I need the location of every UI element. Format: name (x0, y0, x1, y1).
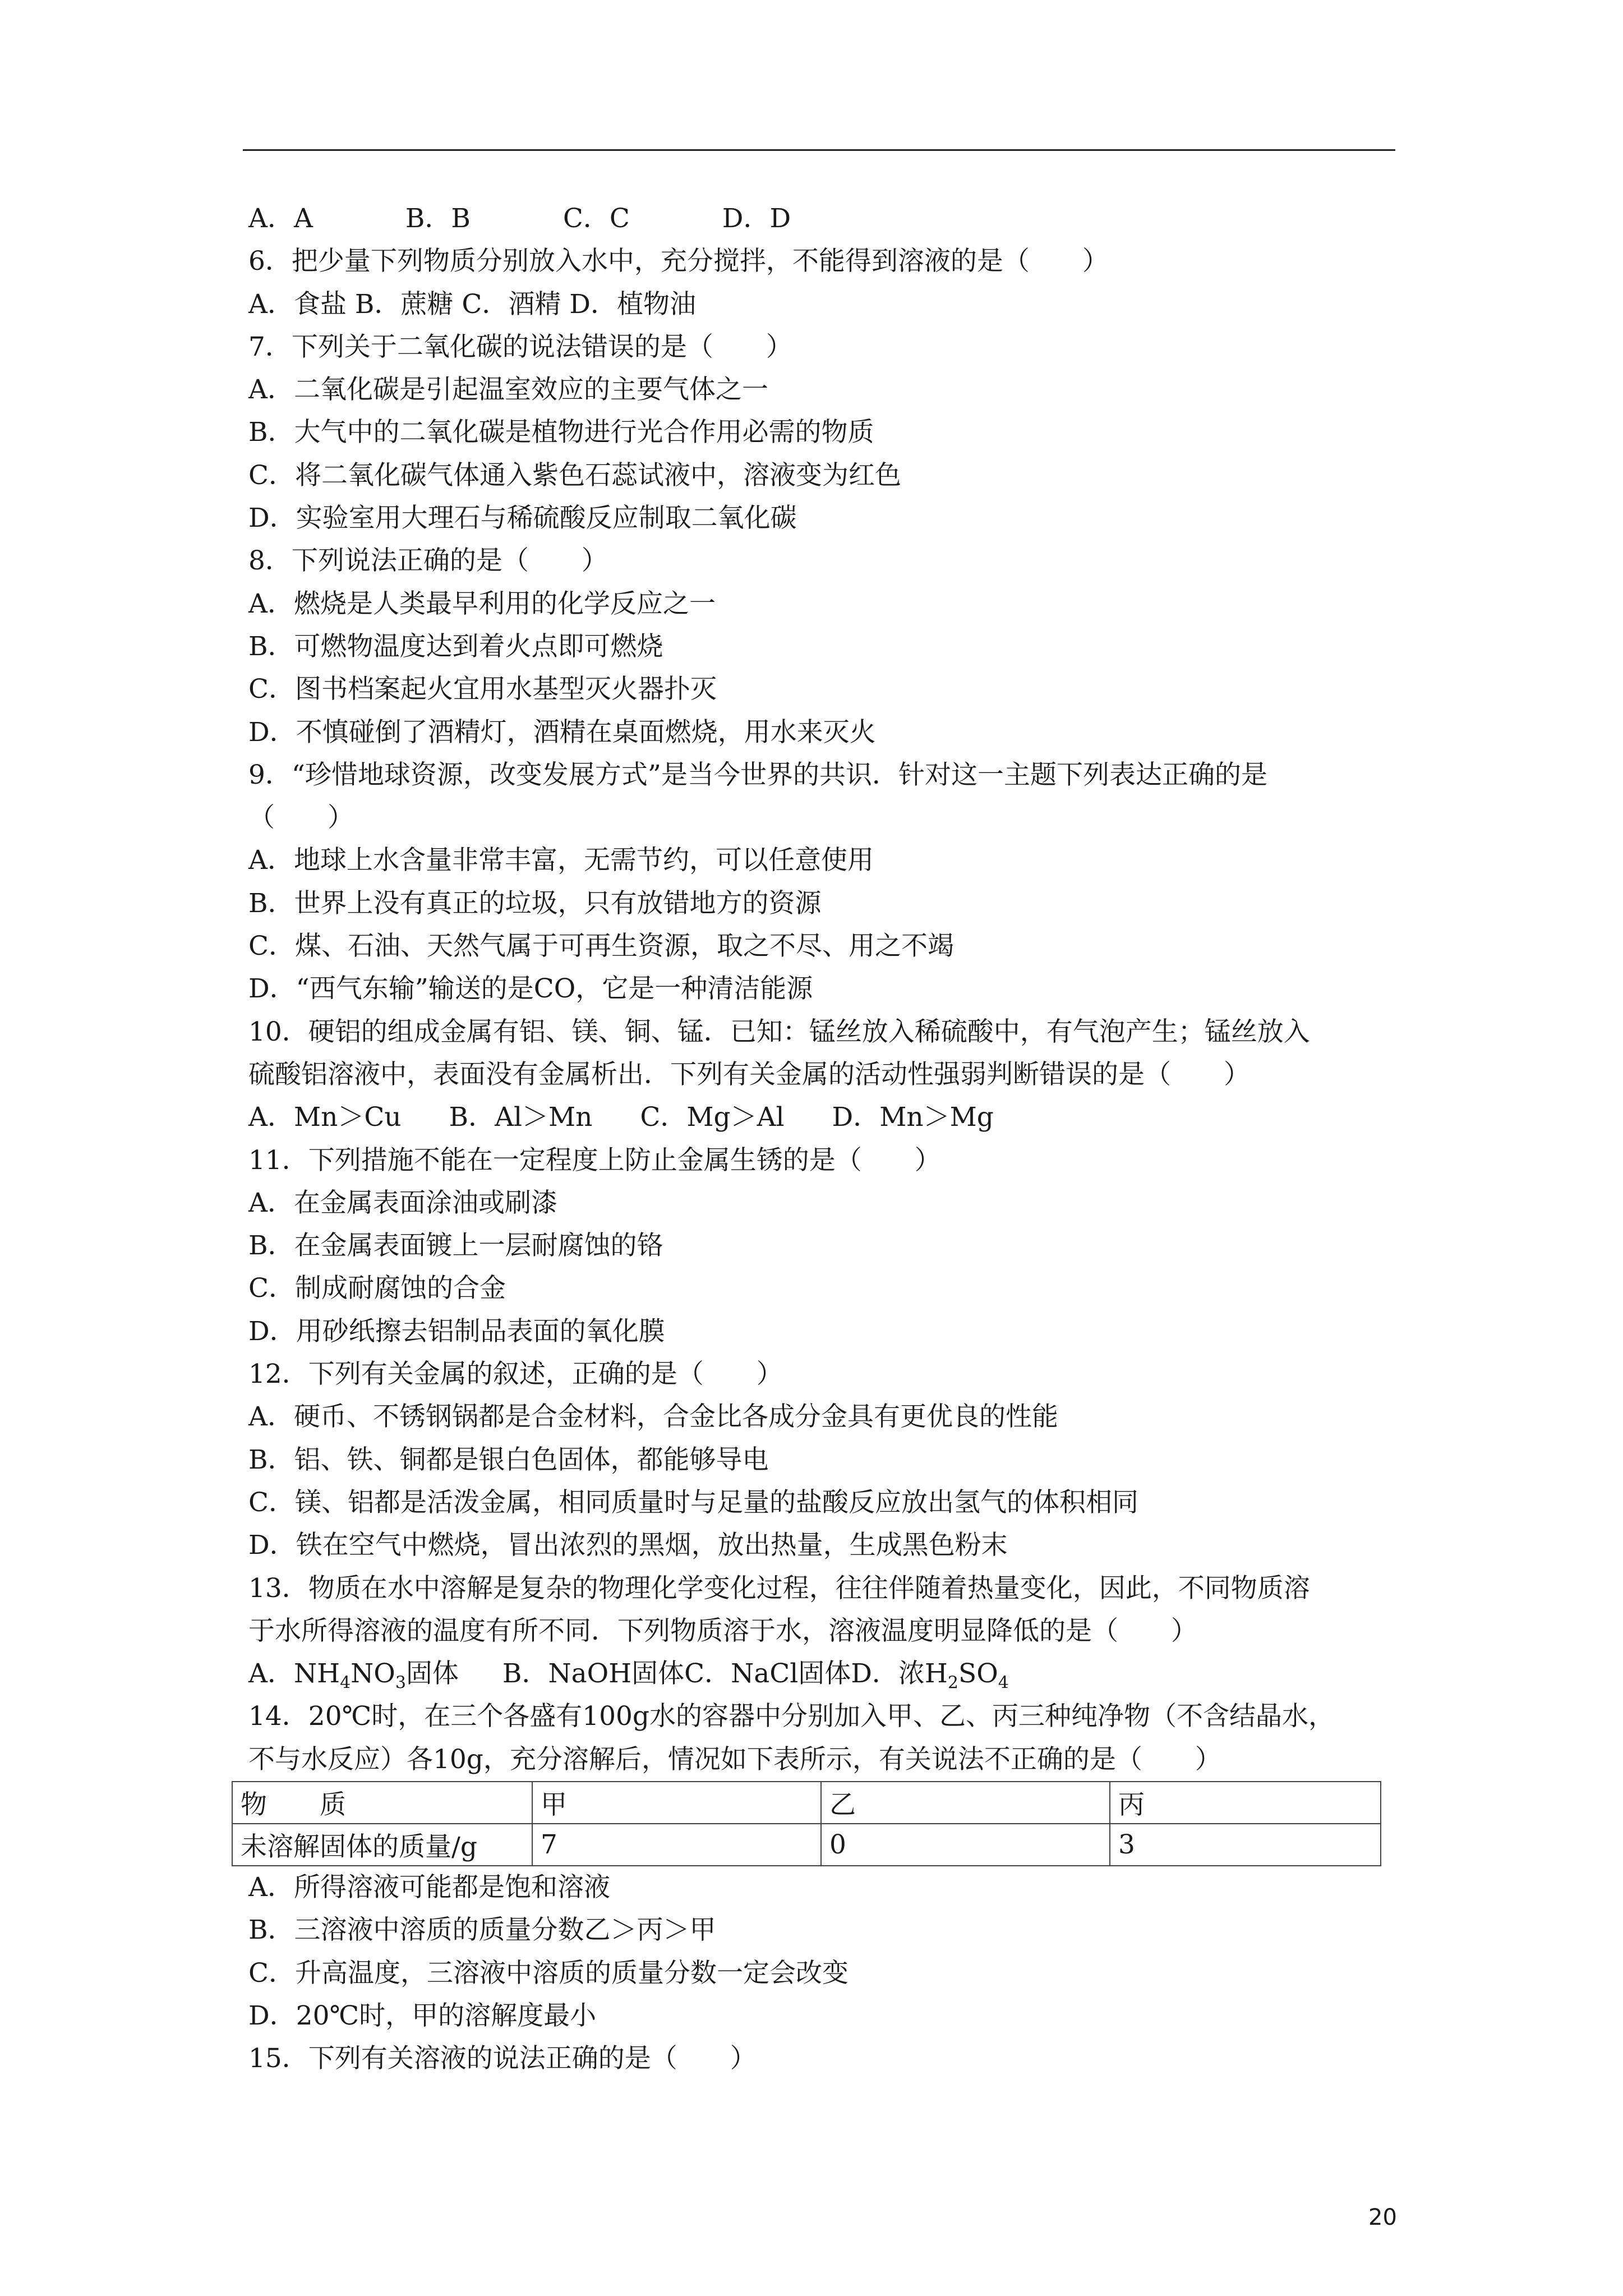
q13-a-text-1: A．NH (248, 1658, 340, 1690)
q13-a-sub-2: 3 (395, 1673, 406, 1693)
q11-option-a: A．在金属表面涂油或刷漆 (248, 1187, 557, 1218)
q13-a-text-3: 固体 (405, 1658, 459, 1690)
q5-option-a: A．A (248, 203, 313, 234)
page-number: 20 (1368, 2205, 1397, 2230)
q14-header-cell: 甲 (532, 1782, 821, 1824)
q13-a-text-2: NO (351, 1658, 395, 1690)
q8-option-b: B．可燃物温度达到着火点即可燃烧 (248, 631, 663, 662)
q10-stem-cont: 硫酸铝溶液中，表面没有金属析出．下列有关金属的活动性强弱判断错误的是（ ） (248, 1059, 1250, 1090)
page-content (241, 197, 1398, 2080)
q9-option-b: B．世界上没有真正的垃圾，只有放错地方的资源 (248, 887, 822, 919)
q14-table (232, 1781, 1381, 1866)
q14-header-cell: 物 质 (232, 1782, 532, 1824)
q13-d-sub-2: 4 (998, 1673, 1009, 1693)
q14-header-cell: 丙 (1110, 1782, 1381, 1824)
q14-cell: 未溶解固体的质量/g (232, 1824, 532, 1866)
q14-option-c: C．升高温度，三溶液中溶质的质量分数一定会改变 (248, 1957, 849, 1989)
q13-stem-cont: 于水所得溶液的温度有所不同．下列物质溶于水，溶液温度明显降低的是（ ） (248, 1615, 1197, 1646)
q13-options (248, 1653, 1398, 1695)
q14-option-d: D．20℃时，甲的溶解度最小 (248, 2000, 597, 2031)
q10-options (248, 1096, 1398, 1139)
q5-option-b: B．B (405, 203, 471, 234)
q8-option-a: A．燃烧是人类最早利用的化学反应之一 (248, 588, 716, 619)
q12-stem: 12．下列有关金属的叙述，正确的是（ ） (248, 1359, 783, 1390)
q9-option-c: C．煤、石油、天然气属于可再生资源，取之不尽、用之不竭 (248, 931, 954, 962)
q5-options (248, 197, 1398, 240)
q7-option-b: B．大气中的二氧化碳是植物进行光合作用必需的物质 (248, 417, 874, 448)
q11-stem: 11．下列措施不能在一定程度上防止金属生锈的是（ ） (248, 1144, 941, 1176)
q13-a-sub-1: 4 (340, 1673, 351, 1693)
q5-option-c: C．C (562, 203, 630, 234)
q14-cell: 3 (1110, 1824, 1381, 1866)
q9-stem-cont: （ ） (248, 802, 354, 834)
q13-d-sub-1: 2 (947, 1673, 959, 1693)
q13-option-d (851, 1658, 1009, 1693)
q7-option-c: C．将二氧化碳气体通入紫色石蕊试液中，溶液变为红色 (248, 459, 901, 491)
q6-options: A．食盐 B．蔗糖 C．酒精 D．植物油 (248, 288, 696, 320)
q12-option-b: B．铝、铁、铜都是银白色固体，都能够导电 (248, 1444, 769, 1475)
q11-option-d: D．用砂纸擦去铝制品表面的氧化膜 (248, 1315, 665, 1347)
q7-option-d: D．实验室用大理石与稀硫酸反应制取二氧化碳 (248, 503, 797, 534)
q11-option-b: B．在金属表面镀上一层耐腐蚀的铬 (248, 1230, 663, 1262)
q12-option-d: D．铁在空气中燃烧，冒出浓烈的黑烟，放出热量，生成黑色粉末 (248, 1530, 1008, 1561)
q10-option-c: C．Mg＞Al (640, 1102, 785, 1133)
q10-option-d: D．Mn＞Mg (832, 1102, 994, 1133)
q6-stem: 6．把少量下列物质分别放入水中，充分搅拌，不能得到溶液的是（ ） (248, 246, 1109, 277)
q13-option-b: B．NaOH固体 (502, 1658, 685, 1690)
q12-option-c: C．镁、铝都是活泼金属，相同质量时与足量的盐酸反应放出氢气的体积相同 (248, 1487, 1138, 1518)
q10-stem: 10．硬铝的组成金属有铝、镁、铜、锰．已知：锰丝放入稀硫酸中，有气泡产生；锰丝放入 (248, 1016, 1310, 1047)
q13-stem: 13．物质在水中溶解是复杂的物理化学变化过程，往往伴随着热量变化，因此，不同物质溶 (248, 1572, 1310, 1604)
q13-option-c: C．NaCl固体 (684, 1658, 851, 1690)
q14-cell: 0 (821, 1824, 1110, 1866)
q14-cell: 7 (532, 1824, 821, 1866)
q9-option-a: A．地球上水含量非常丰富，无需节约，可以任意使用 (248, 845, 874, 876)
q7-option-a: A．二氧化碳是引起温室效应的主要气体之一 (248, 374, 768, 406)
q14-option-a: A．所得溶液可能都是饱和溶液 (248, 1871, 610, 1903)
q13-d-text-1: D．浓H (851, 1658, 948, 1690)
q13-option-a (248, 1658, 459, 1693)
q14-stem-cont: 不与水反应）各10g，充分溶解后，情况如下表所示，有关说法不正确的是（ ） (248, 1743, 1221, 1775)
q5-option-d: D．D (722, 203, 791, 234)
q14-option-b: B．三溶液中溶质的质量分数乙＞丙＞甲 (248, 1915, 716, 1946)
q14-table-row (232, 1824, 1381, 1866)
header-rule (243, 149, 1395, 151)
q14-header-cell: 乙 (821, 1782, 1110, 1824)
q13-d-text-2: SO (958, 1658, 998, 1690)
q14-table-header (232, 1782, 1381, 1824)
q10-option-b: B．Al＞Mn (449, 1102, 593, 1133)
q8-option-c: C．图书档案起火宜用水基型灭火器扑灭 (248, 674, 717, 705)
q9-option-d: D．“西气东输”输送的是CO，它是一种清洁能源 (248, 973, 813, 1005)
q11-option-c: C．制成耐腐蚀的合金 (248, 1273, 506, 1304)
q15-stem: 15．下列有关溶液的说法正确的是（ ） (248, 2043, 757, 2074)
q10-option-a: A．Mn＞Cu (248, 1102, 402, 1133)
q12-option-a: A．硬币、不锈钢锅都是合金材料，合金比各成分金具有更优良的性能 (248, 1401, 1058, 1433)
q14-stem: 14．20℃时，在三个各盛有100g水的容器中分别加入甲、乙、丙三种纯净物（不含结晶水， (248, 1701, 1335, 1732)
q8-stem: 8．下列说法正确的是（ ） (248, 545, 608, 577)
q8-option-d: D．不慎碰倒了酒精灯，酒精在桌面燃烧，用水来灭火 (248, 716, 876, 748)
q9-stem: 9．“珍惜地球资源，改变发展方式”是当今世界的共识．针对这一主题下列表达正确的是 (248, 759, 1267, 790)
q7-stem: 7．下列关于二氧化碳的说法错误的是（ ） (248, 331, 792, 362)
